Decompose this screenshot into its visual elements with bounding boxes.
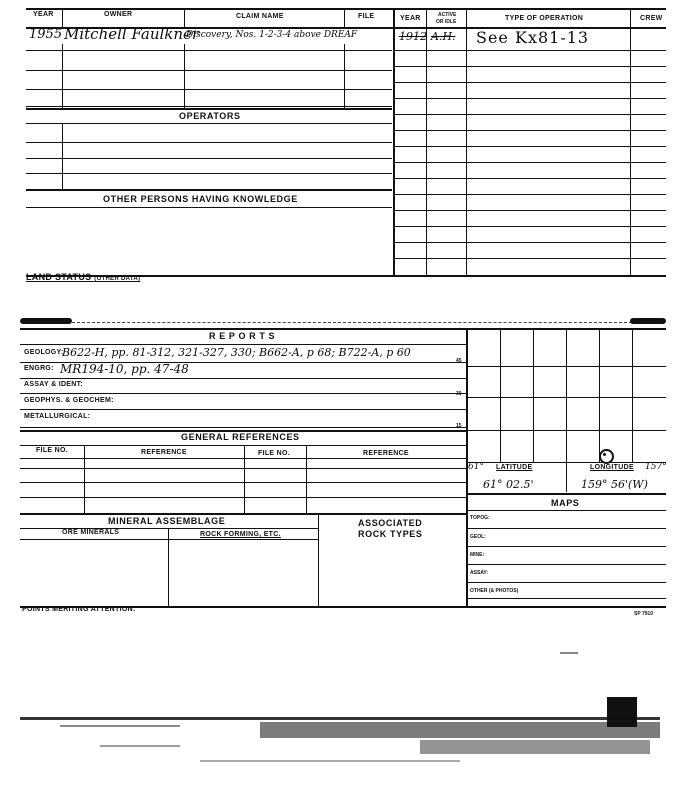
right-row [393, 82, 666, 83]
general-references-heading: GENERAL REFERENCES [181, 432, 300, 442]
maps-row [466, 546, 666, 547]
right-row [393, 258, 666, 259]
report-number-30: 30 [456, 391, 462, 397]
maps-row [466, 582, 666, 583]
row-line [26, 106, 392, 107]
points-meriting-label: POINTS MERITING ATTENTION: [22, 606, 136, 613]
operators-top [26, 108, 392, 110]
location-marker-icon [603, 453, 606, 456]
ref-col [306, 445, 307, 513]
right-row [393, 114, 666, 115]
grid-col [533, 328, 534, 462]
header-or-idle: OR IDLE [436, 19, 457, 25]
maps-row [466, 528, 666, 529]
metallurgical-label: METALLURGICAL: [24, 413, 91, 420]
col-line [344, 44, 345, 108]
row-line [20, 378, 466, 379]
geology-label: GEOLOGY: [24, 349, 64, 356]
header-claim-name: CLAIM NAME [236, 13, 284, 20]
scan-smudge [420, 740, 650, 754]
reports-top [20, 328, 666, 330]
maps-row [466, 598, 666, 599]
rock-types-heading: ROCK TYPES [358, 529, 423, 539]
scan-smudge [200, 760, 460, 762]
right-row [393, 146, 666, 147]
maps-geol-label: GEOL: [470, 534, 486, 540]
geology-value: B622-H, pp. 81-312, 321-327, 330; B662-A, p 68; B722-A, p 60 [62, 346, 411, 359]
grid-col [632, 328, 633, 462]
grid-row [466, 397, 666, 398]
scan-smudge [260, 722, 660, 738]
maps-assay-label: ASSAY: [470, 570, 489, 576]
references-header-top [20, 445, 466, 446]
right-block-col [630, 8, 631, 276]
top-border [26, 8, 666, 10]
right-row [393, 178, 666, 179]
land-status-label: LAND STATUS [26, 272, 92, 282]
form-number: SP 7910 [634, 611, 654, 617]
right-row [393, 162, 666, 163]
reports-line [20, 344, 466, 345]
ref-col [244, 445, 245, 513]
longitude-label: LONGITUDE [590, 464, 634, 471]
operators-heading: OPERATORS [179, 111, 241, 121]
location-marker-icon [599, 449, 614, 464]
entry-year: 1955 [29, 27, 63, 42]
maps-line [466, 510, 666, 511]
engrg-label: ENGRG: [24, 365, 54, 372]
other-persons-line [26, 207, 392, 208]
mineral-top [20, 513, 466, 515]
right-row [393, 226, 666, 227]
other-persons-heading: OTHER PERSONS HAVING KNOWLEDGE [103, 194, 298, 204]
header-year: YEAR [33, 11, 54, 18]
header-sep [344, 8, 345, 28]
mineral-assemblage-heading: MINERAL ASSEMBLAGE [108, 516, 226, 526]
dashed-line [72, 322, 632, 323]
row-line [26, 70, 392, 71]
row-line [20, 427, 466, 428]
right-row [393, 194, 666, 195]
mineral-col [168, 528, 169, 607]
header-active: ACTIVE [438, 12, 457, 18]
ref-col [84, 445, 85, 513]
lon-suffix: 157° [645, 462, 667, 472]
other-persons-top [26, 189, 392, 191]
ref-row [20, 482, 466, 483]
report-number-15: 15 [456, 423, 462, 429]
scan-smudge [630, 318, 666, 324]
ref-row [20, 497, 466, 498]
engrg-value: MR194-10, pp. 47-48 [60, 362, 189, 376]
maps-row [466, 564, 666, 565]
maps-heading: MAPS [551, 498, 580, 508]
report-number-45: 45 [456, 358, 462, 364]
ref-row [20, 468, 466, 469]
entry-owner: Mitchell Faulkner [64, 25, 200, 43]
right-row [393, 66, 666, 67]
assay-label: ASSAY & IDENT: [24, 381, 84, 388]
right-row [393, 50, 666, 51]
latitude-label: LATITUDE [496, 464, 533, 471]
header-year-2: YEAR [400, 15, 421, 22]
right-row [393, 210, 666, 211]
rock-forming-label: ROCK FORMING, ETC. [200, 531, 281, 538]
grid-col [500, 328, 501, 462]
row-line [26, 158, 392, 159]
right-block-left [393, 8, 395, 276]
row-line [20, 409, 466, 410]
header-owner: OWNER [104, 11, 133, 18]
scan-smudge [560, 652, 578, 654]
header-crew: CREW [640, 15, 663, 22]
ref-col-file-no-1: FILE NO. [36, 447, 68, 454]
scan-smudge [60, 725, 180, 727]
entry-claim-name: Discovery, Nos. 1-2-3-4 above DREAF [186, 30, 358, 40]
land-status-sub: (OTHER DATA) [94, 276, 141, 282]
maps-topog-label: TOPOG: [470, 515, 490, 521]
row-line [26, 50, 392, 51]
right-block-col [466, 8, 467, 276]
col-line [62, 123, 63, 189]
land-status-heading [26, 272, 140, 282]
maps-top [466, 493, 666, 495]
grid-row [466, 366, 666, 367]
ref-col-reference-2: REFERENCE [363, 450, 409, 457]
row-line [26, 142, 392, 143]
lat-prefix: 61° [468, 462, 484, 472]
coord-divider [566, 462, 567, 492]
maps-other-label: OTHER (& PHOTOS) [470, 588, 519, 594]
entry-status: A.H. [431, 30, 456, 43]
ref-col-file-no-2: FILE NO. [258, 450, 290, 457]
row-line [20, 393, 466, 394]
grid-row [466, 430, 666, 431]
grid-col [566, 328, 567, 462]
scan-smudge [20, 318, 72, 324]
grid-col [599, 328, 600, 462]
maps-mine-label: MINE: [470, 552, 485, 558]
row-line [26, 173, 392, 174]
operators-line [26, 123, 392, 124]
ref-col-reference-1: REFERENCE [141, 449, 187, 456]
mineral-sub-line [20, 539, 318, 540]
right-row [393, 242, 666, 243]
associated-heading: ASSOCIATED [358, 518, 423, 528]
row-line [26, 89, 392, 90]
latitude-value: 61° 02.5' [483, 478, 534, 491]
right-row [393, 130, 666, 131]
ore-minerals-label: ORE MINERALS [62, 529, 120, 536]
right-row [393, 98, 666, 99]
geophys-label: GEOPHYS. & GEOCHEM: [24, 397, 114, 404]
reports-heading: R E P O R T S [209, 331, 276, 341]
right-block-col [426, 8, 427, 276]
entry-file-year: 1912 [399, 30, 427, 43]
scan-smudge [20, 717, 660, 720]
references-header-bottom [20, 458, 466, 459]
entry-operation: See Kx81-13 [476, 28, 590, 47]
longitude-value: 159° 56'(W) [581, 478, 648, 491]
header-file: FILE [358, 13, 375, 20]
header-sep [62, 8, 63, 28]
mineral-col [318, 513, 319, 607]
scan-smudge [100, 745, 180, 747]
col-line [184, 44, 185, 108]
header-type-of-operation: TYPE OF OPERATION [505, 15, 584, 22]
col-line [62, 44, 63, 108]
